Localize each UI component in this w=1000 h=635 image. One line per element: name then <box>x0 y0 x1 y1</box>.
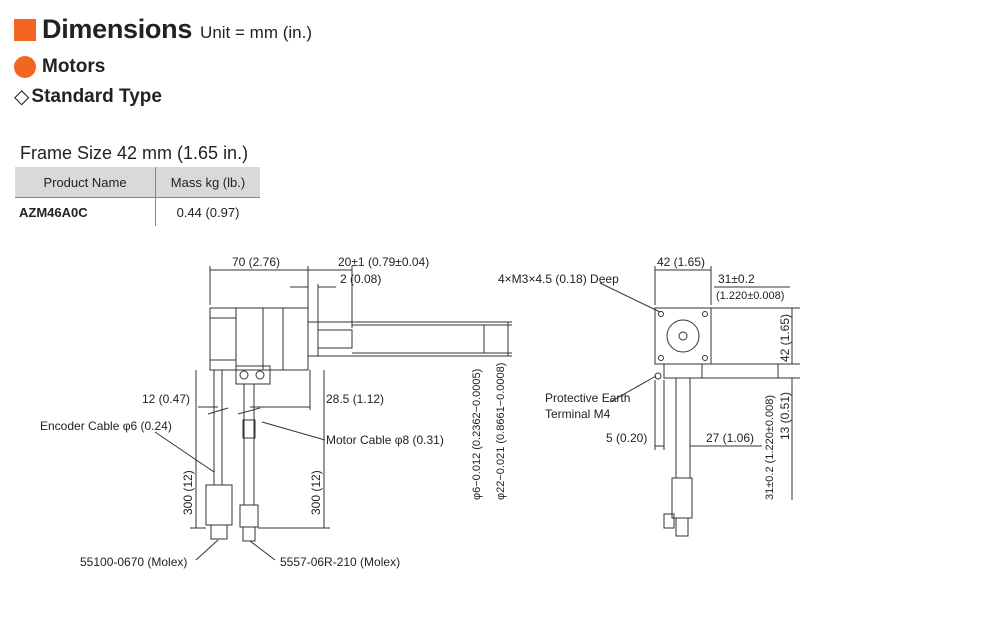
type-label: Standard Type <box>31 85 162 107</box>
connector1-label: 55100-0670 (Molex) <box>80 555 188 569</box>
pe-label-1: Protective Earth <box>545 391 631 405</box>
dim-27: 27 (1.06) <box>706 431 755 445</box>
pe-label-2: Terminal M4 <box>545 407 611 421</box>
mass-cell: 0.44 (0.97) <box>156 198 261 227</box>
motor-cable-label: Motor Cable φ8 (0.31) <box>326 433 444 447</box>
dim-pilot: φ22−0.021 (0.8661−0.0008) <box>495 362 507 500</box>
dim-31: 31±0.2 <box>718 272 755 286</box>
column-header: Product Name <box>15 167 156 198</box>
encoder-cable-label: Encoder Cable φ6 (0.24) <box>40 419 172 433</box>
dim-shaft: φ6−0.012 (0.2362−0.0005) <box>471 368 483 500</box>
connector-housing <box>236 366 270 384</box>
page-title: Dimensions <box>42 14 193 44</box>
side-view <box>155 266 512 560</box>
dim-31-in: (1.220±0.008) <box>716 290 785 302</box>
encoder-connector <box>206 485 232 525</box>
diamond-icon: ◇ <box>14 86 30 108</box>
dim-70: 70 (2.76) <box>232 255 281 269</box>
motor-body <box>210 308 308 370</box>
dim-42v: 42 (1.65) <box>778 313 792 362</box>
dim-300a: 300 (12) <box>181 470 195 515</box>
dim-13: 13 (0.51) <box>778 391 792 440</box>
dim-2: 2 (0.08) <box>340 272 382 286</box>
category-label: Motors <box>42 56 106 77</box>
dim-42: 42 (1.65) <box>657 255 706 269</box>
unit-note: Unit = mm (in.) <box>200 23 312 42</box>
dim-28: 28.5 (1.12) <box>326 392 385 406</box>
motor-connector <box>240 505 258 527</box>
dim-31v: 31±0.2 (1.220±0.008) <box>764 394 776 500</box>
pilot <box>308 322 318 356</box>
connector2-label: 5557-06R-210 (Molex) <box>280 555 401 569</box>
dim-5: 5 (0.20) <box>606 431 648 445</box>
front-connector <box>672 478 692 518</box>
shaft <box>318 330 352 348</box>
dim-12: 12 (0.47) <box>142 392 191 406</box>
dim-300b: 300 (12) <box>309 470 323 515</box>
product-name-cell: AZM46A0C <box>19 204 88 220</box>
column-header: Mass kg (lb.) <box>156 167 261 198</box>
screw-label: 4×M3×4.5 (0.18) Deep <box>498 272 619 286</box>
dim-20: 20±1 (0.79±0.04) <box>338 255 430 269</box>
frame-size-label: Frame Size 42 mm (1.65 in.) <box>20 143 249 163</box>
flange <box>655 308 711 364</box>
